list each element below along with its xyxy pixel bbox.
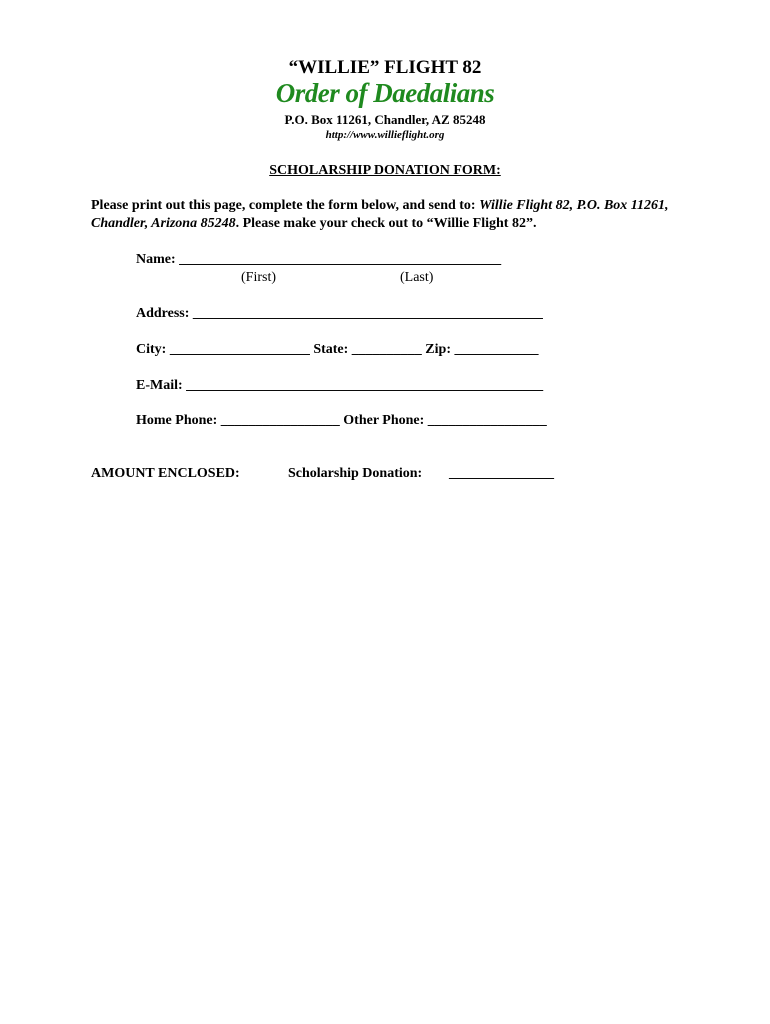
donation-amount-field[interactable]: _______________ bbox=[449, 466, 554, 481]
amount-enclosed-label: AMOUNT ENCLOSED: bbox=[91, 466, 240, 481]
instructions-paragraph bbox=[91, 197, 691, 233]
city-state-zip-field[interactable]: City: ____________________ State: __________ Zip: ____________ bbox=[136, 342, 539, 357]
last-name-label: (Last) bbox=[400, 270, 434, 285]
address-field[interactable]: Address: __________________________________________________ bbox=[136, 306, 543, 321]
instructions-suffix: . Please make your check out to “Willie Flight 82”. bbox=[235, 216, 537, 231]
instructions-send-to: Willie Flight 82, P.O. Box 11261, Chandler, Arizona 85248 bbox=[91, 198, 669, 231]
first-name-label: (First) bbox=[241, 270, 276, 285]
website-link[interactable]: http://www.willieflight.org bbox=[325, 129, 445, 141]
form-title: SCHOLARSHIP DONATION FORM: bbox=[269, 163, 501, 178]
email-field[interactable]: E-Mail: ___________________________________________________ bbox=[136, 378, 544, 393]
mailing-address: P.O. Box 11261, Chandler, AZ 85248 bbox=[284, 112, 486, 127]
scholarship-donation-label: Scholarship Donation: bbox=[288, 466, 423, 481]
organization-name: Order of Daedalians bbox=[275, 78, 495, 108]
instructions-prefix: Please print out this page, complete the form below, and send to: bbox=[91, 198, 480, 213]
organization-title: “WILLIE” FLIGHT 82 bbox=[288, 57, 482, 78]
name-field[interactable]: Name: ______________________________________________ bbox=[136, 252, 502, 267]
phone-field[interactable]: Home Phone: _________________ Other Phone: _________________ bbox=[136, 413, 547, 428]
